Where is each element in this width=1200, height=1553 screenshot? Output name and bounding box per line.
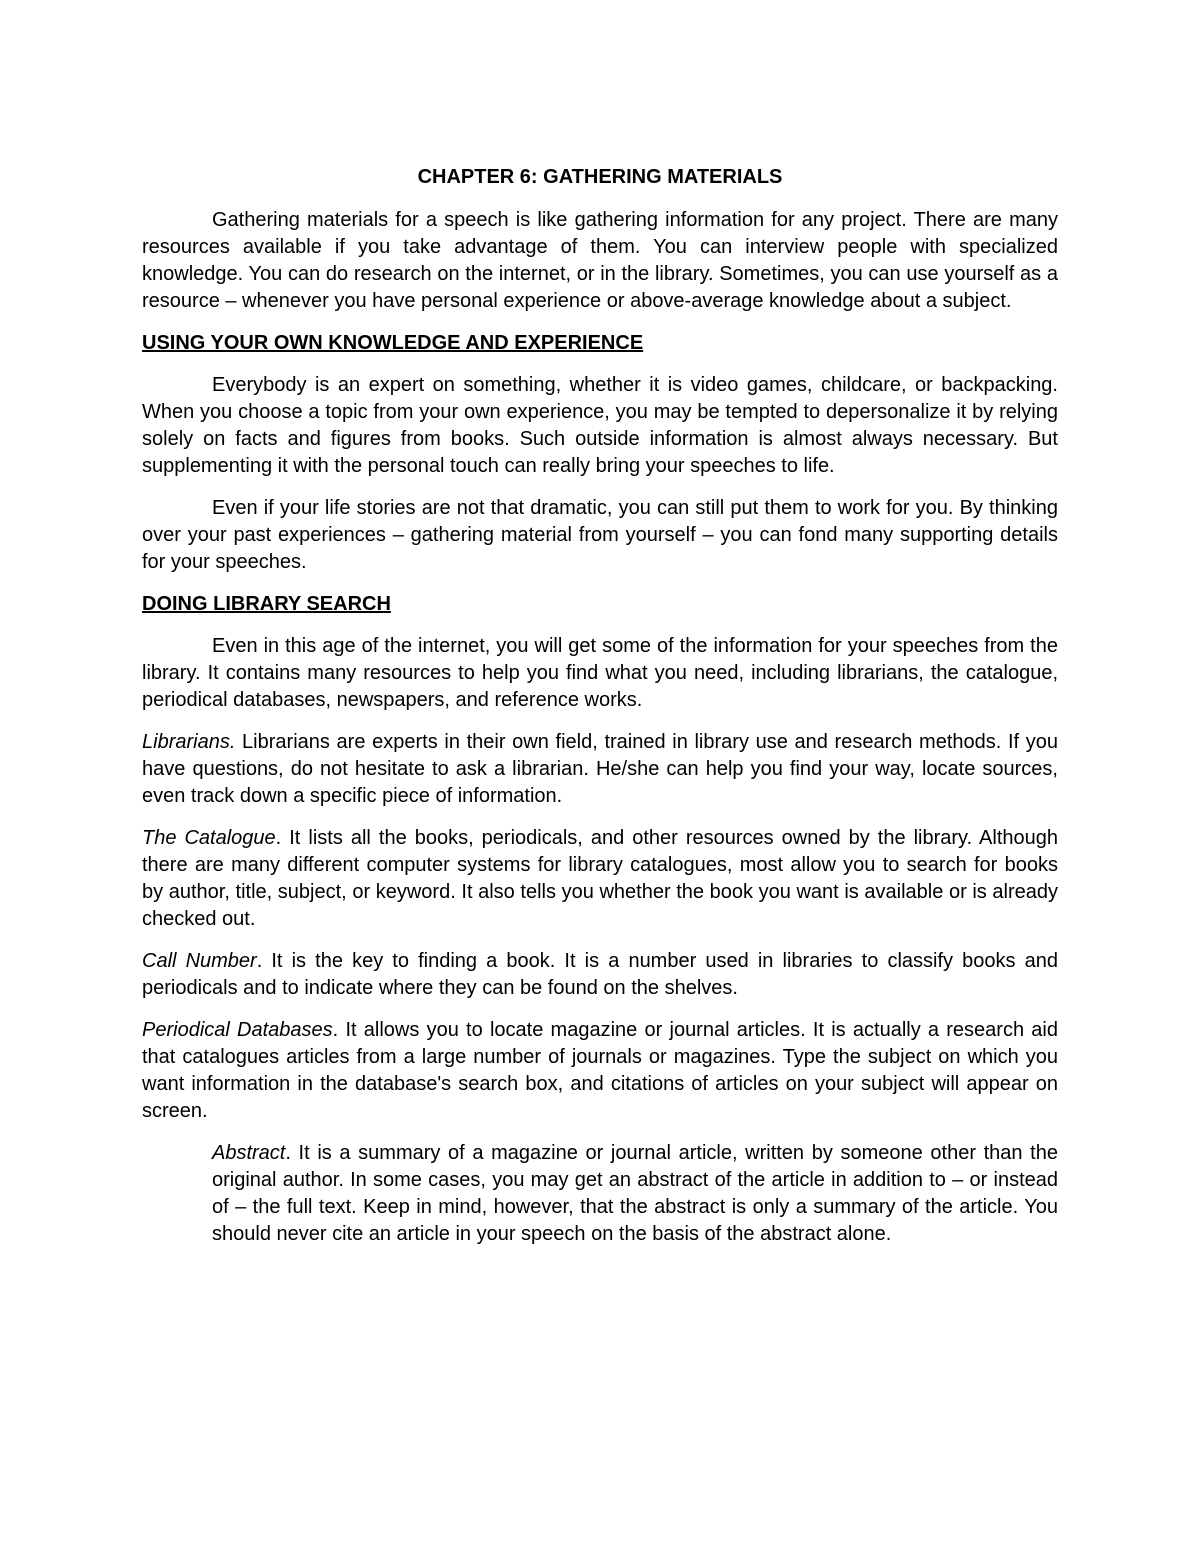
chapter-title: CHAPTER 6: GATHERING MATERIALS (417, 166, 783, 188)
item-catalogue (142, 825, 1058, 933)
term-catalogue: The Catalogue (142, 827, 276, 849)
term-call-number: Call Number (142, 950, 257, 972)
item-librarians (142, 729, 1058, 810)
definition-call-number: . It is the key to finding a book. It is a number used in libraries to classify books and periodicals and to indicate where they can be found on the shelves. (142, 950, 1058, 999)
definition-catalogue: . It lists all the books, periodicals, and other resources owned by the library. Although there are many different computer systems for library catalogues, most allow you to search for books by author, title, subject, or keyword. It also tells you whether the book you want is available or is already checked out. (142, 827, 1059, 930)
library-search-paragraph: Even in this age of the internet, you will get some of the information for your speeches from the library. It contains many resources to help you find what you need, including librarians, the catalogue, periodical databases, newspapers, and reference works. (142, 635, 1058, 711)
definition-periodical-databases: . It allows you to locate magazine or journal articles. It is actually a research aid that catalogues articles from a large number of journals or magazines. Type the subject on which you want information in the database's search box, and citations of articles on your subject will appear on screen. (142, 1019, 1058, 1122)
item-call-number (142, 948, 1058, 1002)
term-periodical-databases: Periodical Databases (142, 1019, 333, 1041)
term-abstract: Abstract (212, 1142, 286, 1164)
intro-paragraph: Gathering materials for a speech is like gathering information for any project. There are many resources available if you take advantage of them. You can interview people with specialized knowledge. You can do research on the internet, or in the library. Sometimes, you can use yourself as a resource – whenever you have personal experience or above-average knowledge about a subject. (142, 209, 1058, 312)
own-knowledge-paragraph-2: Even if your life stories are not that dramatic, you can still put them to work for you. By thinking over your past experiences – gathering material from yourself – you can fond many supporting details for your speeches. (142, 497, 1058, 573)
own-knowledge-paragraph-1: Everybody is an expert on something, whether it is video games, childcare, or backpacking. When you choose a topic from your own experience, you may be tempted to depersonalize it by relying solely on facts and figures from books. Such outside information is almost always necessary. But supplementing it with the personal touch can really bring your speeches to life. (142, 374, 1058, 477)
section-heading-own-knowledge: USING YOUR OWN KNOWLEDGE AND EXPERIENCE (142, 332, 644, 354)
definition-librarians: Librarians are experts in their own field, trained in library use and research methods. If you have questions, do not hesitate to ask a librarian. He/she can help you find your way, locate sources, even track down a specific piece of information. (142, 731, 1058, 807)
item-periodical-databases (142, 1017, 1058, 1125)
item-abstract (212, 1140, 1058, 1248)
definition-abstract: . It is a summary of a magazine or journal article, written by someone other than the original author. In some cases, you may get an abstract of the article in addition to – or instead of – the full text. Keep in mind, however, that the abstract is only a summary of the article. You should never cite an article in your speech on the basis of the abstract alone. (212, 1142, 1058, 1245)
section-heading-library-search: DOING LIBRARY SEARCH (142, 593, 391, 615)
document-body (142, 164, 1058, 1263)
term-librarians: Librarians. (142, 731, 236, 753)
